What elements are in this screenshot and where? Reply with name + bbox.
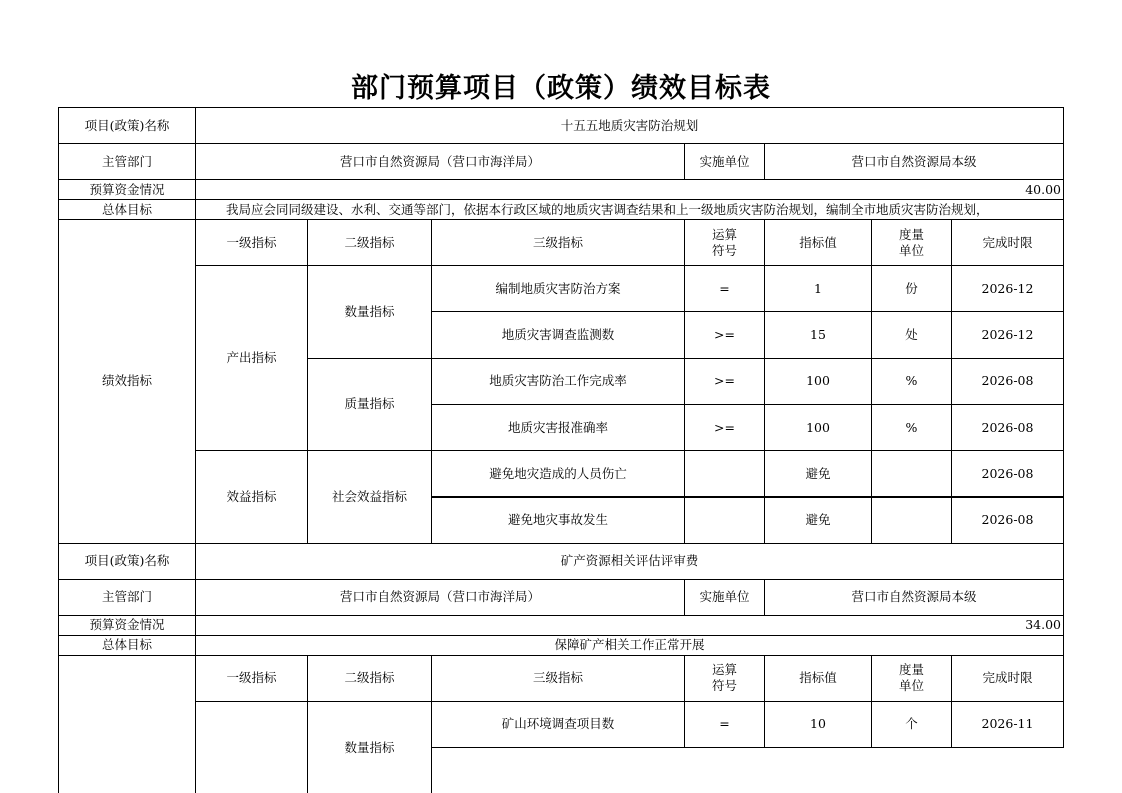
project-2-row-1-1-1-deadline: 2026-11 xyxy=(951,701,1064,748)
project-1-row-1-2-1-lvl3: 地质灾害防治工作完成率 xyxy=(431,358,685,405)
project-1-header-lvl1: 一级指标 xyxy=(195,219,308,266)
project-1-row-2-1-1-lvl3: 避免地灾造成的人员伤亡 xyxy=(431,450,685,497)
project-1-name-label: 项目(政策)名称 xyxy=(58,107,196,144)
project-1-row-2-1-2-lvl3: 避免地灾事故发生 xyxy=(431,497,685,544)
project-1-goal: 我局应会同同级建设、水利、交通等部门，依据本行政区域的地质灾害调查结果和上一级地质灾害防治规划，编制全市地质灾害防治规划， xyxy=(195,199,1064,220)
project-1-header-deadline: 完成时限 xyxy=(951,219,1064,266)
project-1-row-2-1-2-deadline: 2026-08 xyxy=(951,497,1064,544)
project-1-row-1-2-2-target: 100 xyxy=(764,404,872,451)
page-title: 部门预算项目（政策）绩效目标表 xyxy=(351,73,771,104)
project-2-budget-label: 预算资金情况 xyxy=(58,615,196,636)
project-1-row-1-2-1-target: 100 xyxy=(764,358,872,405)
project-1-row-1-2-2-operator: >= xyxy=(684,404,765,451)
project-2-header-target: 指标值 xyxy=(764,655,872,702)
project-1-row-1-2-2-lvl3: 地质灾害报准确率 xyxy=(431,404,685,451)
project-1-lvl2-1-1: 数量指标 xyxy=(307,265,432,359)
project-1-goal-label: 总体目标 xyxy=(58,199,196,220)
project-1-row-1-2-2-deadline: 2026-08 xyxy=(951,404,1064,451)
project-2-name-label: 项目(政策)名称 xyxy=(58,543,196,580)
project-2-implementer-label: 实施单位 xyxy=(684,579,765,616)
project-2-header-deadline: 完成时限 xyxy=(951,655,1064,702)
project-1-row-1-1-1-lvl3: 编制地质灾害防治方案 xyxy=(431,265,685,312)
project-1-row-1-2-1-unit: % xyxy=(871,358,952,405)
project-2-implementer: 营口市自然资源局本级 xyxy=(764,579,1064,616)
project-1-lvl1-1: 产出指标 xyxy=(195,265,308,451)
project-1-row-1-1-1-operator: = xyxy=(684,265,765,312)
project-1-row-1-2-2-unit: % xyxy=(871,404,952,451)
project-1-performance-label: 绩效指标 xyxy=(58,219,196,544)
project-1-header-lvl3: 三级指标 xyxy=(431,219,685,266)
project-2-header-lvl1: 一级指标 xyxy=(195,655,308,702)
project-1-row-1-1-1-deadline: 2026-12 xyxy=(951,265,1064,312)
project-1-department: 营口市自然资源局（营口市海洋局） xyxy=(195,143,685,180)
project-1-row-1-1-2-unit: 处 xyxy=(871,311,952,358)
project-2-header-unit: 度量 单位 xyxy=(871,655,952,702)
project-1-budget-label: 预算资金情况 xyxy=(58,179,196,200)
project-1-row-1-1-2-target: 15 xyxy=(764,311,872,358)
project-1-budget: 40.00 xyxy=(195,179,1064,200)
project-2-row-1-1-1-lvl3: 矿山环境调查项目数 xyxy=(431,701,685,748)
project-2-department-label: 主管部门 xyxy=(58,579,196,616)
project-1-row-2-1-2-target: 避免 xyxy=(764,497,872,544)
project-2-department: 营口市自然资源局（营口市海洋局） xyxy=(195,579,685,616)
project-2-budget: 34.00 xyxy=(195,615,1064,636)
project-1-department-label: 主管部门 xyxy=(58,143,196,180)
project-1-lvl2-1-2: 质量指标 xyxy=(307,358,432,452)
project-1-row-1-1-1-target: 1 xyxy=(764,265,872,312)
project-1-row-1-1-2-operator: >= xyxy=(684,311,765,358)
project-1-row-2-1-1-target: 避免 xyxy=(764,450,872,497)
project-1-row-2-1-2-unit xyxy=(871,497,952,544)
project-1-name: 十五五地质灾害防治规划 xyxy=(195,107,1064,144)
project-1-row-1-2-1-deadline: 2026-08 xyxy=(951,358,1064,405)
project-2-header-lvl3: 三级指标 xyxy=(431,655,685,702)
project-2-goal-label: 总体目标 xyxy=(58,635,196,656)
project-2-lvl1-1 xyxy=(195,701,308,793)
project-1-row-1-1-1-unit: 份 xyxy=(871,265,952,312)
project-1-row-1-2-1-operator: >= xyxy=(684,358,765,405)
project-2-row-1-1-1-operator: = xyxy=(684,701,765,748)
project-1-implementer: 营口市自然资源局本级 xyxy=(764,143,1064,180)
project-2-name: 矿产资源相关评估评审费 xyxy=(195,543,1064,580)
project-2-row-1-1-1-target: 10 xyxy=(764,701,872,748)
project-1-implementer-label: 实施单位 xyxy=(684,143,765,180)
project-1-header-unit: 度量 单位 xyxy=(871,219,952,266)
project-2-performance-label xyxy=(58,655,196,793)
project-1-header-target: 指标值 xyxy=(764,219,872,266)
project-1-lvl1-2: 效益指标 xyxy=(195,450,308,544)
project-1-row-2-1-1-deadline: 2026-08 xyxy=(951,450,1064,497)
project-1-row-2-1-1-unit xyxy=(871,450,952,497)
project-1-row-1-1-2-lvl3: 地质灾害调查监测数 xyxy=(431,311,685,358)
project-1-row-1-1-2-deadline: 2026-12 xyxy=(951,311,1064,358)
project-2-row-1-1-1-unit: 个 xyxy=(871,701,952,748)
project-2-goal: 保障矿产相关工作正常开展 xyxy=(195,635,1064,656)
project-2-lvl2-1-1: 数量指标 xyxy=(307,701,432,793)
project-1-header-operator: 运算 符号 xyxy=(684,219,765,266)
project-2-header-operator: 运算 符号 xyxy=(684,655,765,702)
project-2-header-lvl2: 二级指标 xyxy=(307,655,432,702)
project-1-lvl2-2-1: 社会效益指标 xyxy=(307,450,432,544)
project-1-row-2-1-1-operator xyxy=(684,450,765,497)
project-1-header-lvl2: 二级指标 xyxy=(307,219,432,266)
project-1-row-2-1-2-operator xyxy=(684,497,765,544)
